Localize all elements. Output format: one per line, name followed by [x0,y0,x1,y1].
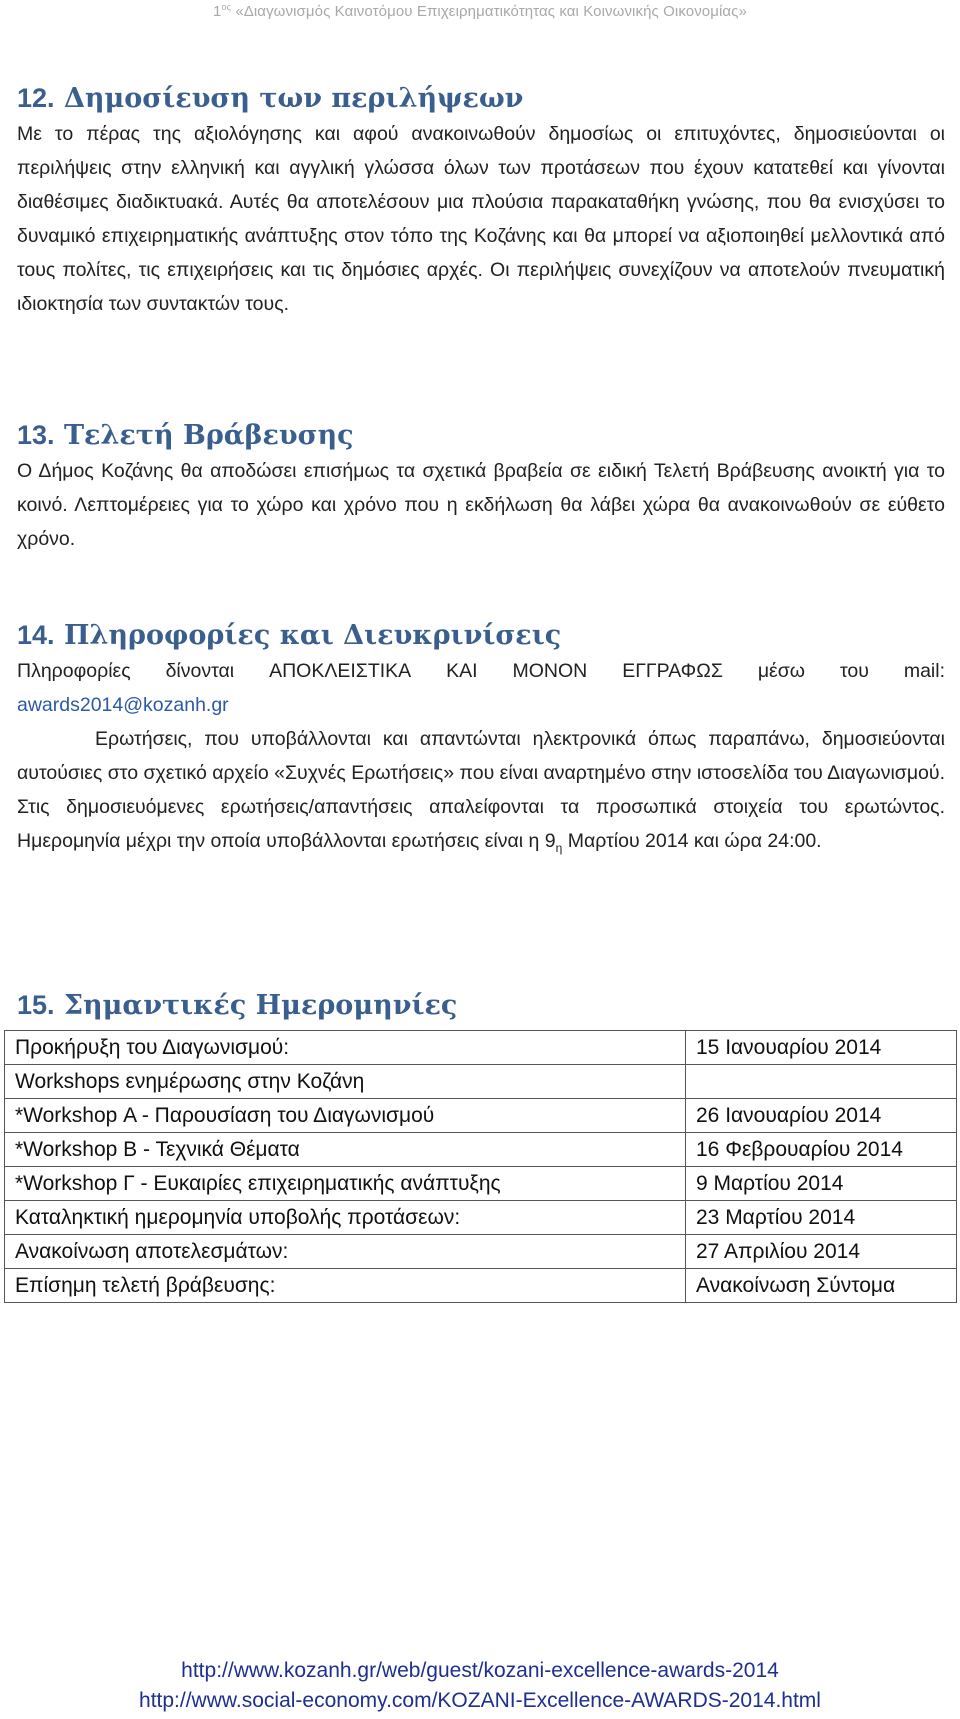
section-14-number: 14. [17,620,55,650]
table-row [5,1031,957,1065]
header-ordinal: 1 [213,3,222,20]
event-date: 23 Μαρτίου 2014 [686,1201,957,1235]
section-15 [17,987,945,1024]
section-15-title-text: Σημαντικές Ημερομηνίες [63,990,458,1021]
event-label: *Workshop Γ - Ευκαιρίες επιχειρηματικής ανάπτυξης [5,1167,686,1201]
table-row [5,1167,957,1201]
section-12 [17,80,945,321]
event-date: Ανακοίνωση Σύντομα [686,1269,957,1303]
info-word: δίνονται [165,660,235,682]
section-14-body [17,722,945,865]
email-link[interactable]: awards2014@kozanh.gr [17,694,229,716]
section-14-title [17,617,945,654]
email-line [17,688,945,722]
important-dates-table [4,1030,957,1303]
table-row [5,1065,957,1099]
info-word: Πληροφορίες [17,660,131,682]
header-title: «Διαγωνισμός Καινοτόμου Επιχειρηματικότητας και Κοινωνικής Οικονομίας» [235,3,747,20]
table-row [5,1133,957,1167]
info-word: ΑΠΟΚΛΕΙΣΤΙΚΑ [269,660,412,682]
section-13 [17,417,945,556]
event-label: Καταληκτική ημερομηνία υποβολής προτάσεων: [5,1201,686,1235]
section-15-number: 15. [17,990,55,1020]
table-row [5,1269,957,1303]
info-word: mail: [903,660,945,682]
footer-url-2 [0,1689,960,1713]
footer-link-social-economy[interactable]: http://www.social-economy.com/KOZANI-Excellence-AWARDS-2014.html [139,1689,821,1712]
event-date: 15 Ιανουαρίου 2014 [686,1031,957,1065]
section-14-title-text: Πληροφορίες και Διευκρινίσεις [63,620,562,651]
event-date: 9 Μαρτίου 2014 [686,1167,957,1201]
event-date: 16 Φεβρουαρίου 2014 [686,1133,957,1167]
info-word: ΕΓΓΡΑΦΩΣ [622,660,723,682]
date-superscript: η [555,840,563,855]
event-date: 27 Απριλίου 2014 [686,1235,957,1269]
section-14-body-text: Ερωτήσεις, που υποβάλλονται και απαντώνται ηλεκτρονικά όπως παραπάνω, δημοσιεύονται αυτούσιες στο σχετικό αρχείο «Συχνές Ερωτήσεις» που είναι αναρτημένο στην ιστοσελίδα του Διαγωνισμού. Στις δημοσιευόμενες ερωτήσεις/απαντήσεις απαλείφονται τα προσωπικά στοιχεία του ερωτώντος. Ημερομηνία μέχρι την οποία υποβάλλονται ερωτήσεις είναι η 9 [17,728,945,852]
event-label: Workshops ενημέρωσης στην Κοζάνη [5,1065,686,1099]
section-12-title-text: Δημοσίευση των περιλήψεων [63,83,524,114]
footer-url-1 [0,1659,960,1683]
section-13-number: 13. [17,420,55,450]
section-13-title [17,417,945,454]
header-ordinal-suffix: ος [221,2,232,12]
event-label: *Workshop Β - Τεχνικά Θέματα [5,1133,686,1167]
info-word: ΚΑΙ [446,660,478,682]
footer-link-kozanh[interactable]: http://www.kozanh.gr/web/guest/kozani-excellence-awards-2014 [181,1659,779,1682]
section-13-title-text: Τελετή Βράβευσης [63,420,354,451]
section-12-number: 12. [17,83,55,113]
section-14 [17,617,945,865]
table-row [5,1235,957,1269]
info-word: μέσω [757,660,806,682]
table-row [5,1201,957,1235]
event-label: *Workshop Α - Παρουσίαση του Διαγωνισμού [5,1099,686,1133]
section-12-body: Με το πέρας της αξιολόγησης και αφού ανακοινωθούν δημοσίως οι επιτυχόντες, δημοσιεύονται οι περιλήψεις στην ελληνική και αγγλική γλώσσα όλων των προτάσεων που έχουν κατατεθεί και γίνονται διαθέσιμες διαδικτυακά. Αυτές θα αποτελέσουν μια πλούσια παρακαταθήκη γνώσης, που θα ενισχύσει το δυναμικό επιχειρηματικής ανάπτυξης στον τόπο της Κοζάνης και θα μπορεί να αξιοποιηθεί μελλοντικά από τους πολίτες, τις επιχειρήσεις και τις δημόσιες αρχές. Οι περιλήψεις συνεχίζουν να αποτελούν πνευματική ιδιοκτησία των συντακτών τους. [17,123,945,315]
event-date [686,1065,957,1099]
event-label: Προκήρυξη του Διαγωνισμού: [5,1031,686,1065]
section-15-title [17,987,945,1024]
event-label: Επίσημη τελετή βράβευσης: [5,1269,686,1303]
event-date: 26 Ιανουαρίου 2014 [686,1099,957,1133]
info-line [17,654,945,688]
table-row [5,1099,957,1133]
info-word: ΜΟΝΟΝ [512,660,588,682]
running-header [0,2,960,20]
section-14-body-end: Μαρτίου 2014 και ώρα 24:00. [562,830,822,852]
info-word: του [839,660,869,682]
event-label: Ανακοίνωση αποτελεσμάτων: [5,1235,686,1269]
section-12-title [17,80,945,117]
section-13-body: Ο Δήμος Κοζάνης θα αποδώσει επισήμως τα σχετικά βραβεία σε ειδική Τελετή Βράβευσης ανοικτή για το κοινό. Λεπτομέρειες για το χώρο και χρόνο που η εκδήλωση θα λάβει χώρα θα ανακοινωθούν σε εύθετο χρόνο. [17,460,945,550]
